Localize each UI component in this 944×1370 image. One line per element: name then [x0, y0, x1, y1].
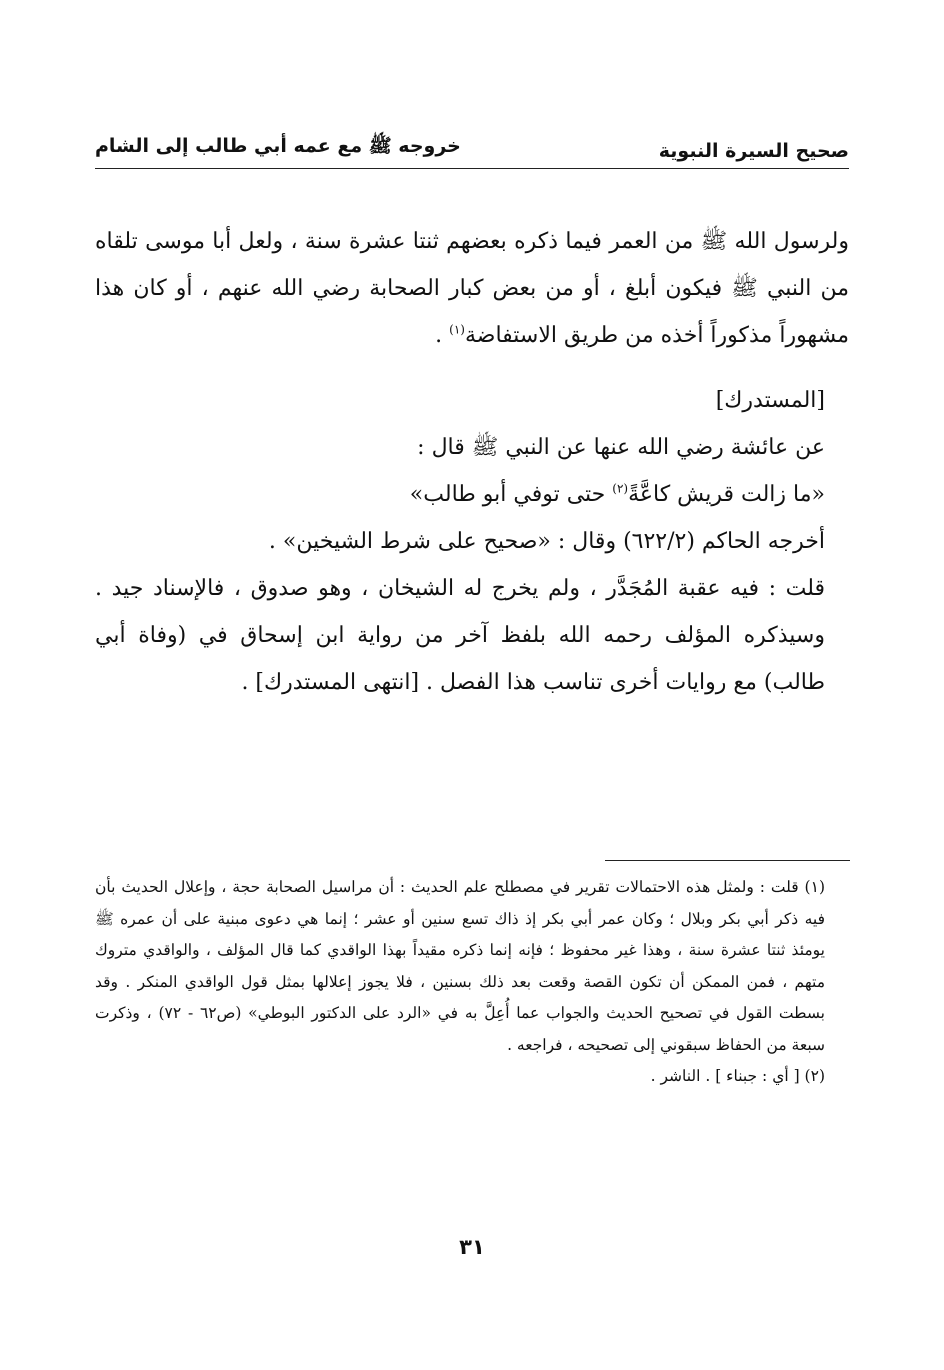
- footnote-divider: [605, 860, 850, 861]
- header-divider: [95, 168, 849, 169]
- takhrij: أخرجه الحاكم (٦٢٢/٢) وقال : «صحيح على شرط الشيخين» .: [268, 529, 825, 554]
- hadith-intro: عن عائشة رضي الله عنها عن النبي ﷺ قال :: [417, 435, 825, 460]
- running-header: [95, 122, 849, 162]
- footnote-1: (١) قلت : ولمثل هذه الاحتمالات تقرير في مصطلح علم الحديث : أن مراسيل الصحابة حجة ، وإعلال الحديث بأن فيه ذكر أبي بكر وبلال ؛ وكان عمر أبي بكر إذ ذاك تسع سنين أو عشر ؛ إنما هي دعوى مبنية على أن عمره ﷺ يومئذ ثنتا عشرة سنة ، وهذا غير محفوظ ؛ فإنه إنما ذكره مقيداً بهذا الواقدي كما قال المؤلف ، والواقدي متروك متهم ، فمن الممكن أن تكون القصة وقعت بعد ذلك بسنين ، فلا يجوز إعلالها بمثل قول الواقدي المنكر . وقد بسطت القول في تصحيح الحديث والجواب عما أُعِلَّ به في «الرد على الدكتور البوطي» (ص٦٢ - ٧٢) ، وذكرت سبعة من الحفاظ سبقوني إلى تصحيحه ، فراجعه .: [95, 878, 825, 1054]
- footnote-ref-2: (٢): [612, 481, 629, 496]
- footnote-2: (٢) [ أي : جبناء ] . الناشر .: [650, 1067, 825, 1085]
- page-number: ٣١: [459, 1235, 485, 1259]
- paragraph-1: ولرسول الله ﷺ من العمر فيما ذكره بعضهم ثنتا عشرة سنة ، ولعل أبا موسى تلقاه من النبي ﷺ فيكون أبلغ ، أو من بعض كبار الصحابة رضي الله عنهم ، أو كان هذا مشهوراً مذكوراً أخذه من طريق الاستفاضة$^{(١)}$ .: [95, 229, 849, 348]
- hadith-text: «ما زالت قريش كاعَّةً$^{(٢)}$ حتى توفي أبو طالب»: [409, 481, 825, 507]
- chapter-title: خروجه ﷺ مع عمه أبي طالب إلى الشام: [95, 135, 461, 157]
- comment-paragraph: قلت : فيه عقبة المُجَدَّر ، ولم يخرج له الشيخان ، وهو صدوق ، فالإسناد جيد . وسيذكره المؤلف رحمه الله بلفظ آخر من رواية ابن إسحاق في (وفاة أبي طالب) مع روايات أخرى تناسب هذا الفصل . [انتهى المستدرك] .: [95, 576, 825, 695]
- book-title: صحيح السيرة النبوية: [658, 140, 849, 162]
- main-text: [95, 218, 849, 706]
- mustadrak-heading: [المستدرك]: [715, 388, 825, 413]
- footnotes: [95, 872, 849, 1093]
- footnote-ref-1: (١): [449, 322, 465, 337]
